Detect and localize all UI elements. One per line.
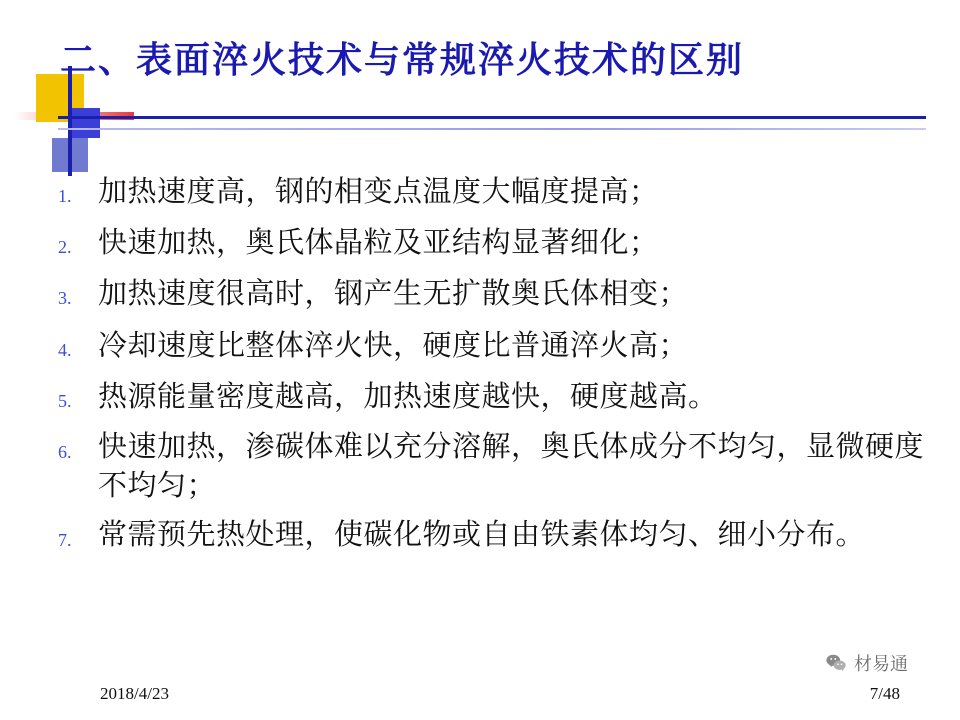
list-item-text: 快速加热，奥氏体晶粒及亚结构显著细化；	[98, 227, 659, 260]
list-item-text: 加热速度很高时，钢产生无扩散奥氏体相变；	[98, 278, 689, 311]
page-title: 二、表面淬火技术与常规淬火技术的区别	[60, 40, 745, 80]
list-item	[58, 326, 938, 367]
list-item-number: 3.	[58, 288, 72, 309]
list-item	[58, 428, 938, 506]
list-item	[58, 172, 938, 213]
wechat-icon	[825, 652, 847, 674]
list-item-number: 4.	[58, 339, 72, 360]
list-item	[58, 377, 938, 418]
page-number: 7/48	[869, 684, 900, 703]
list-item	[58, 274, 938, 315]
watermark	[825, 650, 908, 676]
list-item-number: 6.	[58, 441, 72, 462]
list-item-text: 常需预先热处理，使碳化物或自由铁素体均匀、细小分布。	[98, 518, 866, 551]
list-item-text: 热源能量密度越高，加热速度越快，硬度越高。	[98, 380, 718, 413]
list-item-number: 2.	[58, 237, 72, 258]
list-item-text: 冷却速度比整体淬火快，硬度比普通淬火高；	[98, 329, 689, 362]
content-list	[58, 172, 938, 564]
list-item-text: 加热速度高，钢的相变点温度大幅度提高；	[98, 176, 659, 208]
list-item-number: 5.	[58, 390, 72, 411]
slide-date: 2018/4/23	[100, 684, 169, 703]
list-item	[58, 516, 938, 555]
list-item	[58, 223, 938, 264]
title-divider-secondary	[58, 128, 926, 130]
title-divider-primary	[58, 116, 926, 119]
list-item-number: 1.	[58, 186, 72, 206]
blue-square	[70, 108, 100, 138]
watermark-label: 材易通	[854, 654, 908, 674]
list-item-number: 7.	[58, 529, 72, 550]
list-item-text: 快速加热，渗碳体难以充分溶解，奥氏体成分不均匀，显微硬度不均匀；	[98, 430, 925, 502]
